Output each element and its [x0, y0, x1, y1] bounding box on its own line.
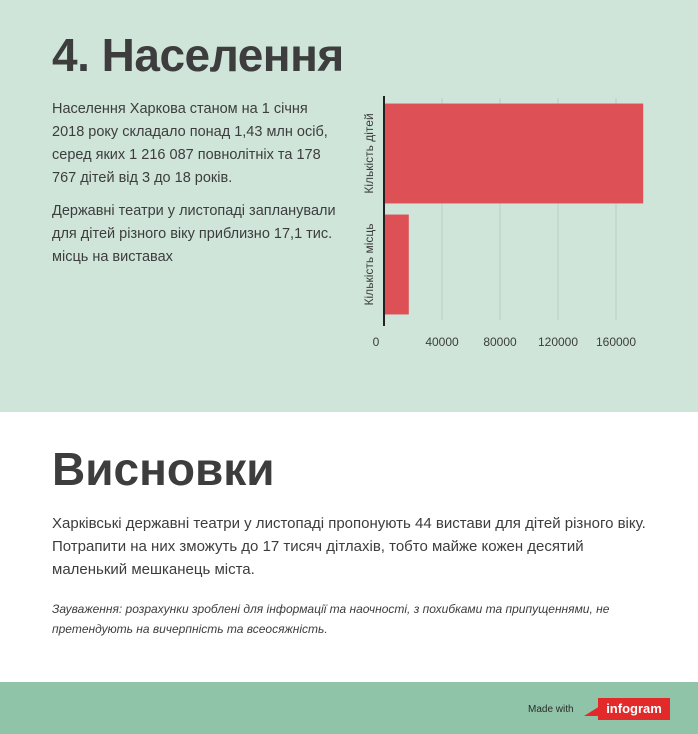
x-tick-label-3: 120000 — [537, 335, 579, 349]
footer — [0, 682, 698, 734]
conclusions-title: Висновки — [52, 443, 275, 495]
logo-text: infogram — [606, 701, 662, 716]
bar-chart-svg — [356, 94, 656, 356]
disclaimer-note: Зауваження: розрахунки зроблені для інформації та наочності, з похибками та припущеннями, не претендують на вичерпність та всеосяжність. — [52, 602, 610, 636]
conclusions-section — [0, 412, 698, 682]
bar-1 — [384, 215, 409, 315]
x-tick-label-0: 0 — [372, 335, 380, 349]
seats-paragraph: Державні театри у листопаді запланували для дітей різного віку приблизно 17,1 тис. місць на виставах — [52, 203, 336, 265]
bar-chart — [356, 94, 656, 356]
x-tick-label-1: 40000 — [425, 335, 459, 349]
conclusion-text: Харківські державні театри у листопаді пропонують 44 вистави для дітей різного віку. Потрапити на них зможуть до 17 тисяч дітлахів, тобто майже кожен десятий маленький мешканець міста. — [52, 515, 646, 578]
bar-0 — [384, 104, 643, 204]
population-paragraph: Населення Харкова станом на 1 січня 2018 року складало понад 1,43 млн осіб, серед яких 1 216 087 повнолітніх та 178 767 дітей від 3 до 18 років. — [52, 101, 328, 186]
category-label-0: Кількість дітей — [362, 113, 376, 194]
infogram-logo[interactable] — [584, 698, 670, 724]
category-label-1: Кількість місць — [362, 223, 376, 306]
made-with-label: Made with — [528, 704, 574, 715]
section-title: 4. Населення — [52, 29, 344, 81]
x-tick-label-2: 80000 — [483, 335, 517, 349]
x-tick-label-4: 160000 — [595, 335, 637, 349]
